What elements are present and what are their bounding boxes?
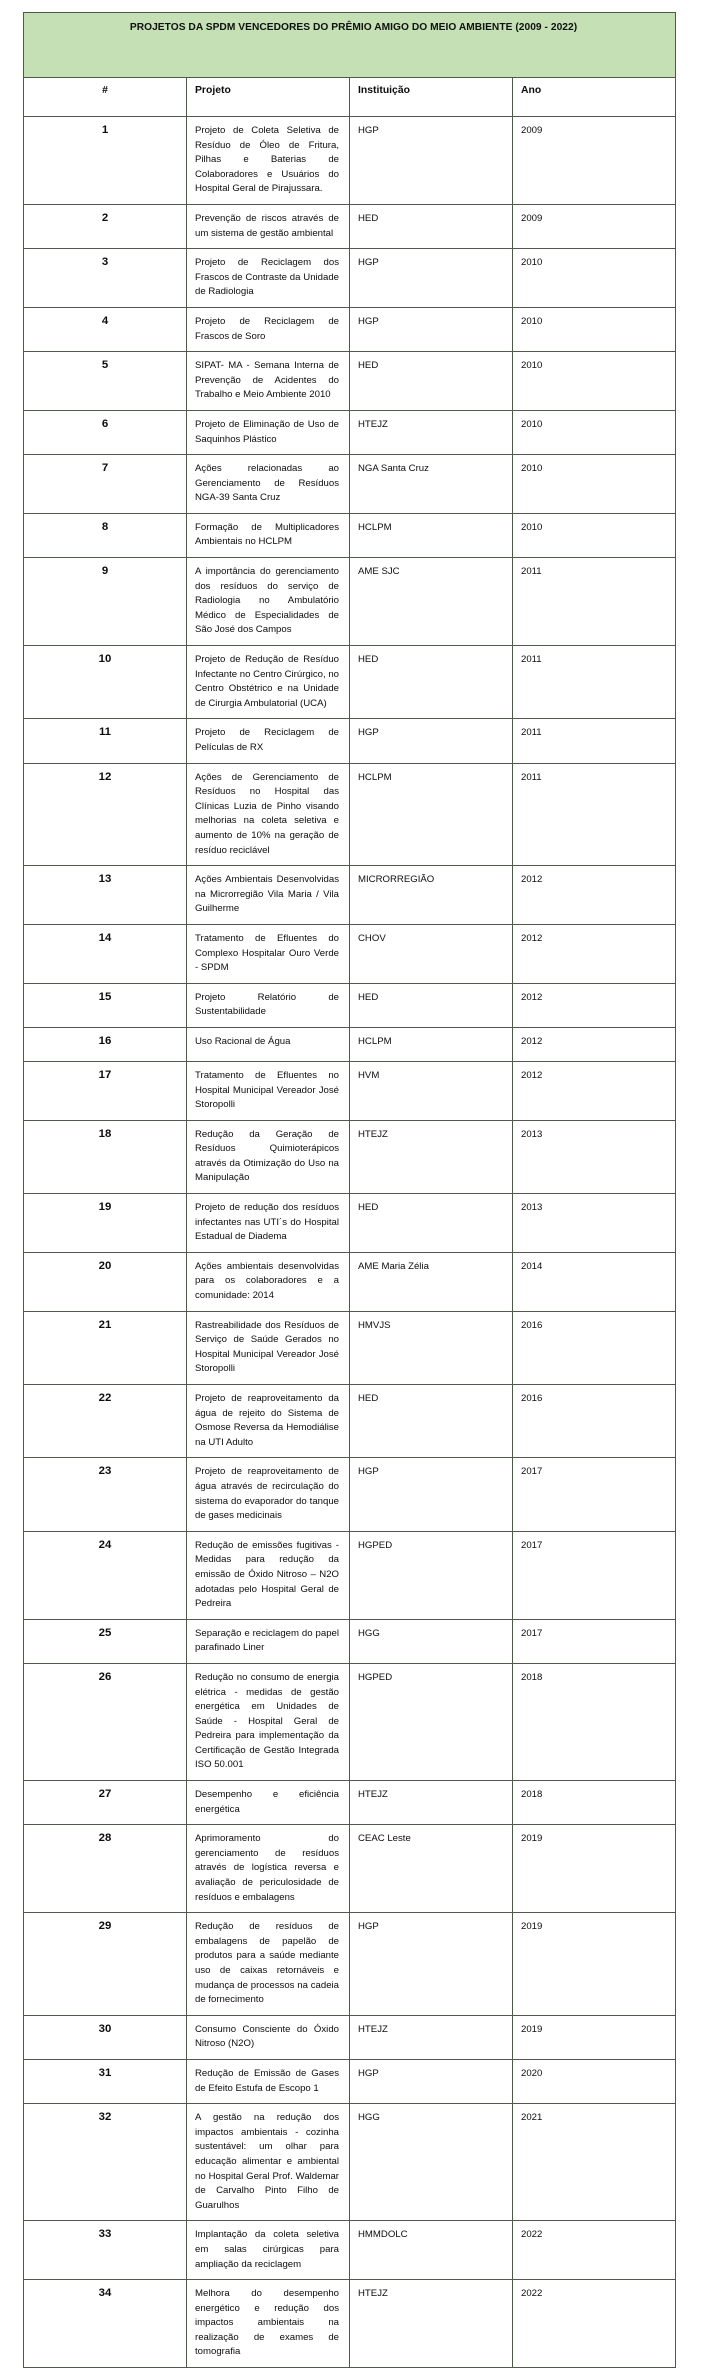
- row-project: Redução de Emissão de Gases de Efeito Estufa de Escopo 1: [187, 2059, 350, 2103]
- table-row: [24, 2221, 676, 2280]
- row-institution: HGP: [350, 117, 513, 205]
- table-row: [24, 2104, 676, 2221]
- row-number: 8: [24, 513, 187, 557]
- row-project: Projeto de Eliminação de Uso de Saquinhos Plástico: [187, 410, 350, 454]
- row-year: 2010: [513, 249, 676, 308]
- row-year: 2011: [513, 719, 676, 763]
- table-row: [24, 763, 676, 866]
- row-year: 2020: [513, 2059, 676, 2103]
- row-institution: HED: [350, 1194, 513, 1253]
- table-row: [24, 558, 676, 646]
- table-row: [24, 1663, 676, 1780]
- row-project: Ações ambientais desenvolvidas para os colaboradores e a comunidade: 2014: [187, 1252, 350, 1311]
- row-year: 2009: [513, 117, 676, 205]
- row-number: 18: [24, 1120, 187, 1193]
- row-institution: HTEJZ: [350, 2280, 513, 2368]
- row-project: Projeto de reaproveitamento da água de rejeito do Sistema de Osmose Reversa da Hemodiálise na UTI Adulto: [187, 1385, 350, 1458]
- table-row: [24, 513, 676, 557]
- row-year: 2019: [513, 2015, 676, 2059]
- row-number: 14: [24, 924, 187, 983]
- row-year: 2016: [513, 1311, 676, 1384]
- row-year: 2022: [513, 2221, 676, 2280]
- row-number: 10: [24, 646, 187, 719]
- table-row: [24, 1120, 676, 1193]
- row-institution: HGP: [350, 2059, 513, 2103]
- row-number: 9: [24, 558, 187, 646]
- page-title: PROJETOS DA SPDM VENCEDORES DO PRÊMIO AMIGO DO MEIO AMBIENTE (2009 - 2022): [129, 22, 578, 33]
- row-institution: HED: [350, 1385, 513, 1458]
- table-row: [24, 117, 676, 205]
- row-project: Tratamento de Efluentes do Complexo Hospitalar Ouro Verde - SPDM: [187, 924, 350, 983]
- row-year: 2010: [513, 455, 676, 514]
- row-institution: HGP: [350, 249, 513, 308]
- row-institution: HED: [350, 983, 513, 1027]
- row-project: Rastreabilidade dos Resíduos de Serviço de Saúde Gerados no Hospital Municipal Vereador José Storopolli: [187, 1311, 350, 1384]
- row-project: Ações Ambientais Desenvolvidas na Microrregião Vila Maria / Vila Guilherme: [187, 866, 350, 925]
- table-row: [24, 204, 676, 248]
- row-number: 33: [24, 2221, 187, 2280]
- column-header-number: #: [24, 78, 187, 117]
- row-project: Redução de emissões fugitivas - Medidas para redução da emissão de Óxido Nitroso – N2O adotadas pelo Hospital Geral de Pedreira: [187, 1531, 350, 1619]
- row-year: 2012: [513, 1027, 676, 1061]
- row-number: 32: [24, 2104, 187, 2221]
- row-project: Separação e reciclagem do papel parafinado Liner: [187, 1619, 350, 1663]
- row-institution: HTEJZ: [350, 2015, 513, 2059]
- table-row: [24, 1619, 676, 1663]
- row-institution: HMVJS: [350, 1311, 513, 1384]
- row-number: 26: [24, 1663, 187, 1780]
- row-year: 2022: [513, 2280, 676, 2368]
- row-project: Desempenho e eficiência energética: [187, 1781, 350, 1825]
- table-row: [24, 1781, 676, 1825]
- row-institution: HCLPM: [350, 763, 513, 866]
- row-project: Projeto de redução dos resíduos infectantes nas UTI´s do Hospital Estadual de Diadema: [187, 1194, 350, 1253]
- row-number: 11: [24, 719, 187, 763]
- row-project: Melhora do desempenho energético e redução dos impactos ambientais na realização de exames de tomografia: [187, 2280, 350, 2368]
- row-project: SIPAT- MA - Semana Interna de Prevenção de Acidentes do Trabalho e Meio Ambiente 2010: [187, 352, 350, 411]
- row-year: 2014: [513, 1252, 676, 1311]
- row-year: 2017: [513, 1531, 676, 1619]
- title-row: [24, 13, 676, 78]
- row-year: 2010: [513, 307, 676, 351]
- row-year: 2016: [513, 1385, 676, 1458]
- row-number: 3: [24, 249, 187, 308]
- row-number: 28: [24, 1825, 187, 1913]
- table-row: [24, 1825, 676, 1913]
- row-institution: HTEJZ: [350, 1781, 513, 1825]
- row-project: Implantação da coleta seletiva em salas cirúrgicas para ampliação da reciclagem: [187, 2221, 350, 2280]
- row-number: 13: [24, 866, 187, 925]
- table-row: [24, 1531, 676, 1619]
- row-institution: HGPED: [350, 1663, 513, 1780]
- row-number: 16: [24, 1027, 187, 1061]
- row-year: 2011: [513, 763, 676, 866]
- table-row: [24, 866, 676, 925]
- row-institution: HGP: [350, 1913, 513, 2016]
- row-institution: HTEJZ: [350, 410, 513, 454]
- row-number: 7: [24, 455, 187, 514]
- row-project: Projeto de Reciclagem de Películas de RX: [187, 719, 350, 763]
- table-row: [24, 2015, 676, 2059]
- row-number: 12: [24, 763, 187, 866]
- table-body: [24, 117, 676, 2368]
- table-row: [24, 1252, 676, 1311]
- row-institution: HGP: [350, 1458, 513, 1531]
- row-year: 2019: [513, 1825, 676, 1913]
- row-project: Projeto de Redução de Resíduo Infectante no Centro Cirúrgico, no Centro Obstétrico e na Unidade de Cirurgia Ambulatorial (UCA): [187, 646, 350, 719]
- table-title-cell: [24, 13, 676, 78]
- row-project: Ações relacionadas ao Gerenciamento de Resíduos NGA-39 Santa Cruz: [187, 455, 350, 514]
- row-number: 19: [24, 1194, 187, 1253]
- row-institution: HTEJZ: [350, 1120, 513, 1193]
- row-institution: HVM: [350, 1061, 513, 1120]
- table-row: [24, 352, 676, 411]
- row-institution: AME Maria Zélia: [350, 1252, 513, 1311]
- row-number: 2: [24, 204, 187, 248]
- row-institution: HGP: [350, 307, 513, 351]
- table-row: [24, 983, 676, 1027]
- row-project: Tratamento de Efluentes no Hospital Municipal Vereador José Storopolli: [187, 1061, 350, 1120]
- row-year: 2012: [513, 983, 676, 1027]
- table-row: [24, 924, 676, 983]
- row-year: 2018: [513, 1781, 676, 1825]
- row-institution: HED: [350, 352, 513, 411]
- row-project: Projeto Relatório de Sustentabilidade: [187, 983, 350, 1027]
- row-year: 2011: [513, 558, 676, 646]
- row-institution: NGA Santa Cruz: [350, 455, 513, 514]
- table-row: [24, 410, 676, 454]
- row-institution: HCLPM: [350, 513, 513, 557]
- row-institution: HGP: [350, 719, 513, 763]
- row-year: 2012: [513, 1061, 676, 1120]
- row-number: 34: [24, 2280, 187, 2368]
- table-row: [24, 1061, 676, 1120]
- row-institution: CEAC Leste: [350, 1825, 513, 1913]
- row-year: 2010: [513, 410, 676, 454]
- row-number: 17: [24, 1061, 187, 1120]
- row-number: 23: [24, 1458, 187, 1531]
- row-institution: HGPED: [350, 1531, 513, 1619]
- table-head: [24, 13, 676, 117]
- row-year: 2011: [513, 646, 676, 719]
- row-project: A importância do gerenciamento dos resíduos do serviço de Radiologia no Ambulatório Médico de Especialidades de São José dos Campos: [187, 558, 350, 646]
- row-institution: HGG: [350, 1619, 513, 1663]
- row-project: Redução de resíduos de embalagens de papelão de produtos para a saúde mediante uso de caixas retornáveis e mudança de processos na cadeia de fornecimento: [187, 1913, 350, 2016]
- row-institution: HCLPM: [350, 1027, 513, 1061]
- row-institution: HGG: [350, 2104, 513, 2221]
- row-number: 25: [24, 1619, 187, 1663]
- row-institution: HED: [350, 204, 513, 248]
- row-number: 30: [24, 2015, 187, 2059]
- table-row: [24, 1194, 676, 1253]
- table-row: [24, 1311, 676, 1384]
- row-year: 2010: [513, 352, 676, 411]
- row-project: Redução no consumo de energia elétrica - medidas de gestão energética em Unidades de Saúde - Hospital Geral de Pedreira para implementação da Certificação de Gestão Integrada ISO 50.001: [187, 1663, 350, 1780]
- row-project: Projeto de Coleta Seletiva de Resíduo de Óleo de Fritura, Pilhas e Baterias de Colaboradores e Usuários do Hospital Geral de Pirajussara.: [187, 117, 350, 205]
- row-year: 2018: [513, 1663, 676, 1780]
- table-row: [24, 1385, 676, 1458]
- row-project: Formação de Multiplicadores Ambientais no HCLPM: [187, 513, 350, 557]
- row-project: Consumo Consciente do Óxido Nitroso (N2O): [187, 2015, 350, 2059]
- row-number: 6: [24, 410, 187, 454]
- row-institution: CHOV: [350, 924, 513, 983]
- row-project: Aprimoramento do gerenciamento de resíduos através de logística reversa e avaliação de periculosidade de resíduos e embalagens: [187, 1825, 350, 1913]
- column-header-year: Ano: [513, 78, 676, 117]
- row-project: Projeto de reaproveitamento de água através de recirculação do sistema do evaporador do tanque de gases medicinais: [187, 1458, 350, 1531]
- row-year: 2012: [513, 924, 676, 983]
- row-number: 21: [24, 1311, 187, 1384]
- column-header-project: Projeto: [187, 78, 350, 117]
- table-row: [24, 249, 676, 308]
- row-year: 2009: [513, 204, 676, 248]
- row-project: A gestão na redução dos impactos ambientais - cozinha sustentável: um olhar para educação alimentar e ambiental no Hospital Geral Prof. Waldemar de Carvalho Pinto Filho de Guarulhos: [187, 2104, 350, 2221]
- row-number: 1: [24, 117, 187, 205]
- table-row: [24, 455, 676, 514]
- row-project: Projeto de Reciclagem de Frascos de Soro: [187, 307, 350, 351]
- table-row: [24, 646, 676, 719]
- table-row: [24, 1913, 676, 2016]
- row-institution: MICRORREGIÃO: [350, 866, 513, 925]
- row-number: 31: [24, 2059, 187, 2103]
- row-institution: AME SJC: [350, 558, 513, 646]
- row-project: Redução da Geração de Resíduos Quimioterápicos através da Otimização do Uso na Manipulação: [187, 1120, 350, 1193]
- row-year: 2013: [513, 1194, 676, 1253]
- row-year: 2012: [513, 866, 676, 925]
- row-number: 24: [24, 1531, 187, 1619]
- table-row: [24, 2280, 676, 2368]
- column-header-institution: Instituição: [350, 78, 513, 117]
- row-project: Uso Racional de Água: [187, 1027, 350, 1061]
- row-project: Prevenção de riscos através de um sistema de gestão ambiental: [187, 204, 350, 248]
- row-number: 22: [24, 1385, 187, 1458]
- row-number: 27: [24, 1781, 187, 1825]
- table-row: [24, 1027, 676, 1061]
- row-year: 2019: [513, 1913, 676, 2016]
- row-number: 5: [24, 352, 187, 411]
- table-row: [24, 2059, 676, 2103]
- table-row: [24, 719, 676, 763]
- row-project: Projeto de Reciclagem dos Frascos de Contraste da Unidade de Radiologia: [187, 249, 350, 308]
- row-institution: HED: [350, 646, 513, 719]
- row-project: Ações de Gerenciamento de Resíduos no Hospital das Clínicas Luzia de Pinho visando melhorias na coleta seletiva e aumento de 10% na geração de resíduo reciclável: [187, 763, 350, 866]
- row-year: 2010: [513, 513, 676, 557]
- projects-table: [23, 12, 676, 2368]
- row-institution: HMMDOLC: [350, 2221, 513, 2280]
- row-number: 20: [24, 1252, 187, 1311]
- row-year: 2017: [513, 1458, 676, 1531]
- row-year: 2021: [513, 2104, 676, 2221]
- row-number: 29: [24, 1913, 187, 2016]
- row-year: 2017: [513, 1619, 676, 1663]
- table-row: [24, 307, 676, 351]
- column-header-row: [24, 78, 676, 117]
- row-number: 15: [24, 983, 187, 1027]
- table-row: [24, 1458, 676, 1531]
- row-year: 2013: [513, 1120, 676, 1193]
- row-number: 4: [24, 307, 187, 351]
